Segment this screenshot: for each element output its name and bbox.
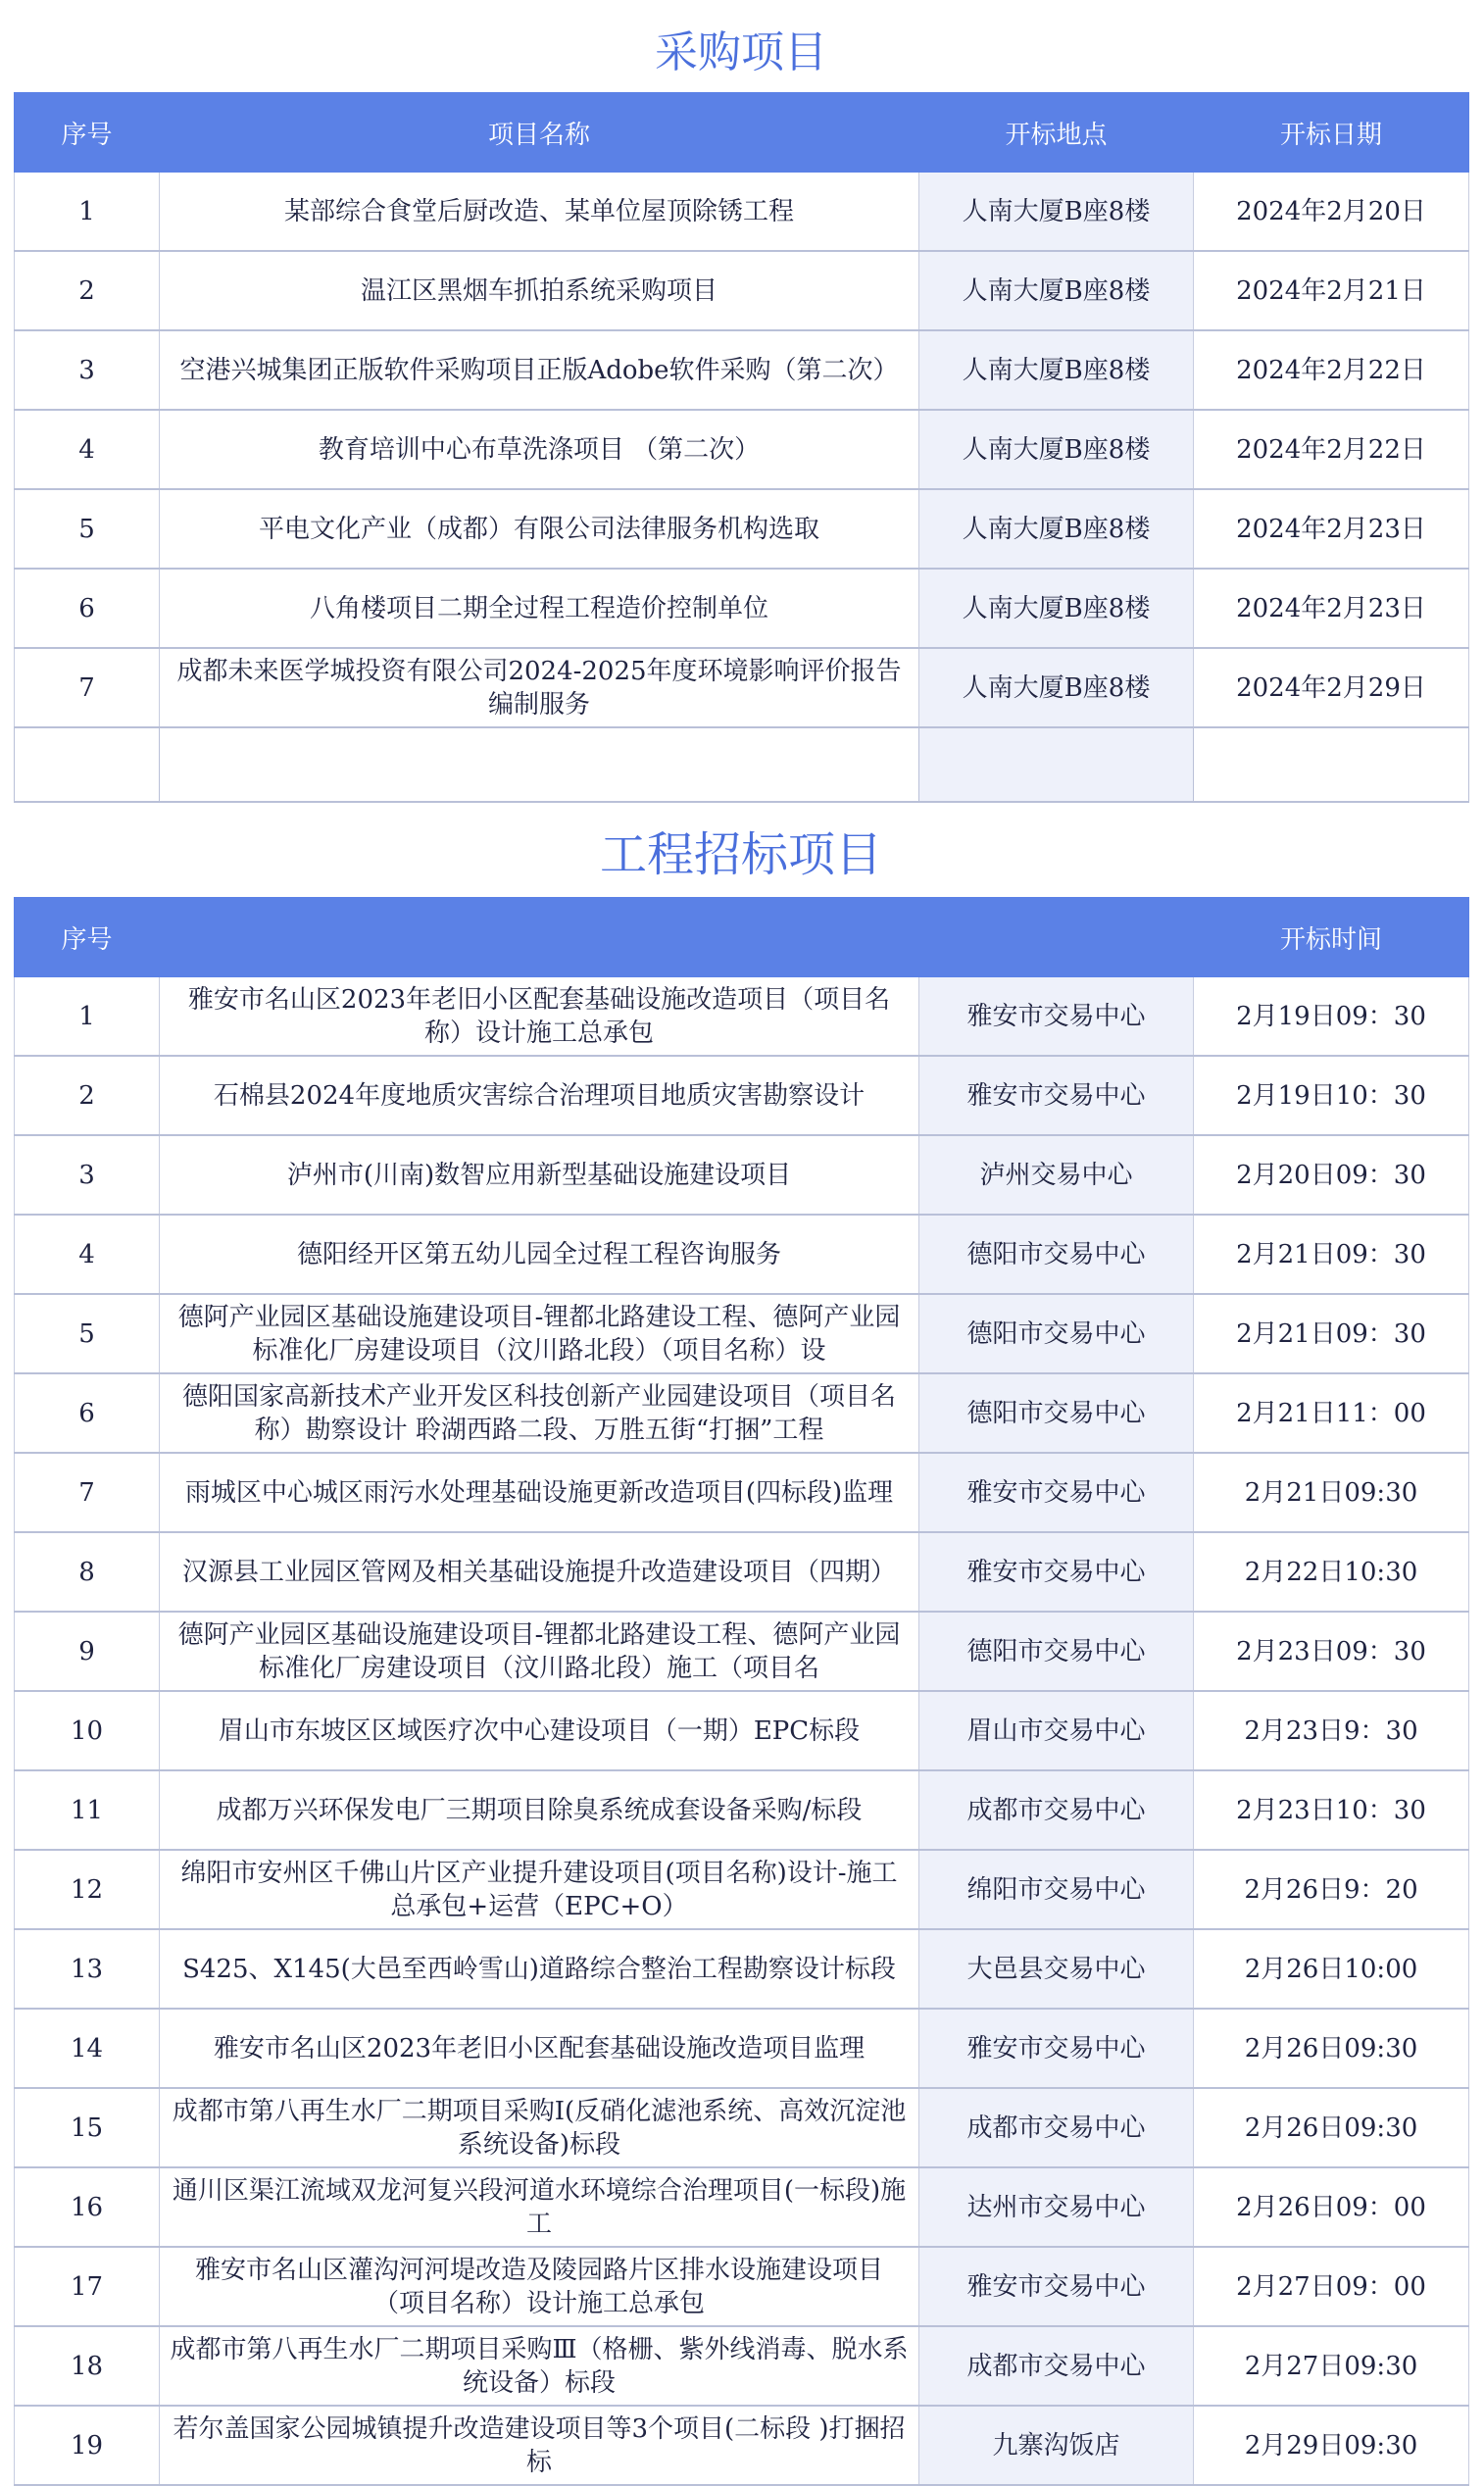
- table-row: [15, 1373, 1469, 1453]
- location: 达州市交易中心: [919, 2167, 1194, 2247]
- project-name: 绵阳市安州区千佛山片区产业提升建设项目(项目名称)设计-施工总承包+运营（EPC+O）: [160, 1850, 919, 1929]
- table-row: [15, 251, 1469, 330]
- project-name: 某部综合食堂后厨改造、某单位屋顶除锈工程: [160, 173, 919, 252]
- row-index: 13: [15, 1929, 160, 2009]
- row-index: 19: [15, 2406, 160, 2485]
- project-name: 通川区渠江流域双龙河复兴段河道水环境综合治理项目(一标段)施工: [160, 2167, 919, 2247]
- row-index: 1: [15, 173, 160, 252]
- empty-cell: [919, 727, 1194, 802]
- project-name: 温江区黑烟车抓拍系统采购项目: [160, 251, 919, 330]
- row-index: 7: [15, 1453, 160, 1532]
- engineering-title: 工程招标项目: [14, 813, 1468, 897]
- location: 雅安市交易中心: [919, 1532, 1194, 1612]
- row-index: 7: [15, 648, 160, 727]
- row-index: 4: [15, 1215, 160, 1294]
- date: 2月19日09：30: [1194, 977, 1469, 1057]
- table-row: [15, 173, 1469, 252]
- location: 德阳市交易中心: [919, 1294, 1194, 1373]
- project-name: 眉山市东坡区区域医疗次中心建设项目（一期）EPC标段: [160, 1691, 919, 1770]
- location: 成都市交易中心: [919, 2088, 1194, 2167]
- date: 2月23日09：30: [1194, 1612, 1469, 1691]
- location: 人南大厦B座8楼: [919, 410, 1194, 489]
- project-name: 雅安市名山区灌沟河河堤改造及陵园路片区排水设施建设项目 （项目名称）设计施工总承包: [160, 2247, 919, 2326]
- table-row: [15, 2406, 1469, 2485]
- row-index: 2: [15, 1056, 160, 1135]
- engineering-header-row: [15, 898, 1469, 977]
- table-row: [15, 489, 1469, 569]
- location: 人南大厦B座8楼: [919, 648, 1194, 727]
- date: 2月29日09:30: [1194, 2406, 1469, 2485]
- date: 2月27日09:30: [1194, 2326, 1469, 2406]
- date: 2月27日09：00: [1194, 2247, 1469, 2326]
- empty-row: [15, 727, 1469, 802]
- table-row: [15, 1215, 1469, 1294]
- location: 人南大厦B座8楼: [919, 173, 1194, 252]
- project-name: 石棉县2024年度地质灾害综合治理项目地质灾害勘察设计: [160, 1056, 919, 1135]
- empty-cell: [15, 727, 160, 802]
- project-name: 泸州市(川南)数智应用新型基础设施建设项目: [160, 1135, 919, 1215]
- procurement-title: 采购项目: [14, 14, 1468, 92]
- project-name: 成都市第八再生水厂二期项目采购Ⅰ(反硝化滤池系统、高效沉淀池系统设备)标段: [160, 2088, 919, 2167]
- project-name: S425、X145(大邑至西岭雪山)道路综合整治工程勘察设计标段: [160, 1929, 919, 2009]
- procurement-rows: [15, 173, 1469, 803]
- project-name: 德阿产业园区基础设施建设项目-锂都北路建设工程、德阿产业园标准化厂房建设项目（汶川路北段）施工（项目名: [160, 1612, 919, 1691]
- project-name: 若尔盖国家公园城镇提升改造建设项目等3个项目(二标段 )打捆招标: [160, 2406, 919, 2485]
- empty-cell: [160, 727, 919, 802]
- project-name: 平电文化产业（成都）有限公司法律服务机构选取: [160, 489, 919, 569]
- header-date: 开标日期: [1194, 93, 1469, 173]
- project-name: 成都市第八再生水厂二期项目采购Ⅲ（格栅、紫外线消毒、脱水系统设备）标段: [160, 2326, 919, 2406]
- location: 人南大厦B座8楼: [919, 489, 1194, 569]
- location: 大邑县交易中心: [919, 1929, 1194, 2009]
- header-index: 序号: [15, 93, 160, 173]
- table-row: [15, 569, 1469, 648]
- date: 2024年2月22日: [1194, 330, 1469, 410]
- location: 人南大厦B座8楼: [919, 569, 1194, 648]
- table-row: [15, 2247, 1469, 2326]
- date: 2月26日09:30: [1194, 2088, 1469, 2167]
- date: 2月21日09：30: [1194, 1294, 1469, 1373]
- location: 人南大厦B座8楼: [919, 251, 1194, 330]
- location: 德阳市交易中心: [919, 1373, 1194, 1453]
- location: 人南大厦B座8楼: [919, 330, 1194, 410]
- date: 2月26日09：00: [1194, 2167, 1469, 2247]
- location: 德阳市交易中心: [919, 1215, 1194, 1294]
- date: 2月23日10：30: [1194, 1770, 1469, 1850]
- location: 绵阳市交易中心: [919, 1850, 1194, 1929]
- header-index: 序号: [15, 898, 160, 977]
- header-project-name: 项目名称: [160, 93, 919, 173]
- row-index: 10: [15, 1691, 160, 1770]
- date: 2024年2月23日: [1194, 569, 1469, 648]
- location: 雅安市交易中心: [919, 1056, 1194, 1135]
- location: 雅安市交易中心: [919, 1453, 1194, 1532]
- row-index: 3: [15, 330, 160, 410]
- date: 2月19日10：30: [1194, 1056, 1469, 1135]
- date: 2月21日09:30: [1194, 1453, 1469, 1532]
- project-name: 空港兴城集团正版软件采购项目正版Adobe软件采购（第二次）: [160, 330, 919, 410]
- location: 成都市交易中心: [919, 1770, 1194, 1850]
- row-index: 11: [15, 1770, 160, 1850]
- table-row: [15, 1691, 1469, 1770]
- engineering-rows: [15, 977, 1469, 2486]
- date: 2024年2月21日: [1194, 251, 1469, 330]
- date: 2月26日09:30: [1194, 2009, 1469, 2088]
- table-row: [15, 1294, 1469, 1373]
- engineering-table: [14, 897, 1469, 2486]
- table-row: [15, 977, 1469, 1057]
- table-row: [15, 2009, 1469, 2088]
- row-index: 6: [15, 1373, 160, 1453]
- project-name: 成都万兴环保发电厂三期项目除臭系统成套设备采购/标段: [160, 1770, 919, 1850]
- location: 眉山市交易中心: [919, 1691, 1194, 1770]
- project-name: 雨城区中心城区雨污水处理基础设施更新改造项目(四标段)监理: [160, 1453, 919, 1532]
- empty-cell: [1194, 727, 1469, 802]
- location: 九寨沟饭店: [919, 2406, 1194, 2485]
- table-row: [15, 2088, 1469, 2167]
- row-index: 2: [15, 251, 160, 330]
- row-index: 4: [15, 410, 160, 489]
- table-row: [15, 2326, 1469, 2406]
- location: 成都市交易中心: [919, 2326, 1194, 2406]
- row-index: 12: [15, 1850, 160, 1929]
- project-name: 成都未来医学城投资有限公司2024-2025年度环境影响评价报告编制服务: [160, 648, 919, 727]
- row-index: 6: [15, 569, 160, 648]
- header-location: 开标地点: [919, 93, 1194, 173]
- date: 2024年2月23日: [1194, 489, 1469, 569]
- row-index: 3: [15, 1135, 160, 1215]
- project-name: 汉源县工业园区管网及相关基础设施提升改造建设项目（四期）: [160, 1532, 919, 1612]
- date: 2月23日9：30: [1194, 1691, 1469, 1770]
- location: 德阳市交易中心: [919, 1612, 1194, 1691]
- location: 泸州交易中心: [919, 1135, 1194, 1215]
- date: 2月20日09：30: [1194, 1135, 1469, 1215]
- date: 2月21日11：00: [1194, 1373, 1469, 1453]
- table-row: [15, 1453, 1469, 1532]
- date: 2月26日9：20: [1194, 1850, 1469, 1929]
- table-row: [15, 1056, 1469, 1135]
- date: 2024年2月22日: [1194, 410, 1469, 489]
- row-index: 17: [15, 2247, 160, 2326]
- table-row: [15, 1532, 1469, 1612]
- date: 2月26日10:00: [1194, 1929, 1469, 2009]
- table-row: [15, 2167, 1469, 2247]
- project-name: 雅安市名山区2023年老旧小区配套基础设施改造项目监理: [160, 2009, 919, 2088]
- project-name: 德阳国家高新技术产业开发区科技创新产业园建设项目（项目名称）勘察设计 聆湖西路二段、万胜五街“打捆”工程: [160, 1373, 919, 1453]
- row-index: 8: [15, 1532, 160, 1612]
- table-row: [15, 330, 1469, 410]
- row-index: 15: [15, 2088, 160, 2167]
- date: 2024年2月20日: [1194, 173, 1469, 252]
- project-name: 教育培训中心布草洗涤项目 （第二次）: [160, 410, 919, 489]
- header-time: 开标时间: [1194, 898, 1469, 977]
- location: 雅安市交易中心: [919, 2009, 1194, 2088]
- project-name: 德阳经开区第五幼儿园全过程工程咨询服务: [160, 1215, 919, 1294]
- table-row: [15, 648, 1469, 727]
- procurement-header-row: [15, 93, 1469, 173]
- table-row: [15, 1135, 1469, 1215]
- row-index: 9: [15, 1612, 160, 1691]
- table-row: [15, 1770, 1469, 1850]
- header-location: [919, 898, 1194, 977]
- table-row: [15, 1850, 1469, 1929]
- row-index: 16: [15, 2167, 160, 2247]
- row-index: 18: [15, 2326, 160, 2406]
- date: 2024年2月29日: [1194, 648, 1469, 727]
- table-row: [15, 1612, 1469, 1691]
- row-index: 5: [15, 489, 160, 569]
- location: 雅安市交易中心: [919, 977, 1194, 1057]
- date: 2月22日10:30: [1194, 1532, 1469, 1612]
- project-name: 八角楼项目二期全过程工程造价控制单位: [160, 569, 919, 648]
- row-index: 1: [15, 977, 160, 1057]
- project-name: 德阿产业园区基础设施建设项目-锂都北路建设工程、德阿产业园标准化厂房建设项目（汶川路北段）（项目名称）设: [160, 1294, 919, 1373]
- date: 2月21日09：30: [1194, 1215, 1469, 1294]
- row-index: 14: [15, 2009, 160, 2088]
- row-index: 5: [15, 1294, 160, 1373]
- project-name: 雅安市名山区2023年老旧小区配套基础设施改造项目（项目名称）设计施工总承包: [160, 977, 919, 1057]
- table-row: [15, 410, 1469, 489]
- header-project-name: [160, 898, 919, 977]
- procurement-table: [14, 92, 1469, 803]
- table-row: [15, 1929, 1469, 2009]
- location: 雅安市交易中心: [919, 2247, 1194, 2326]
